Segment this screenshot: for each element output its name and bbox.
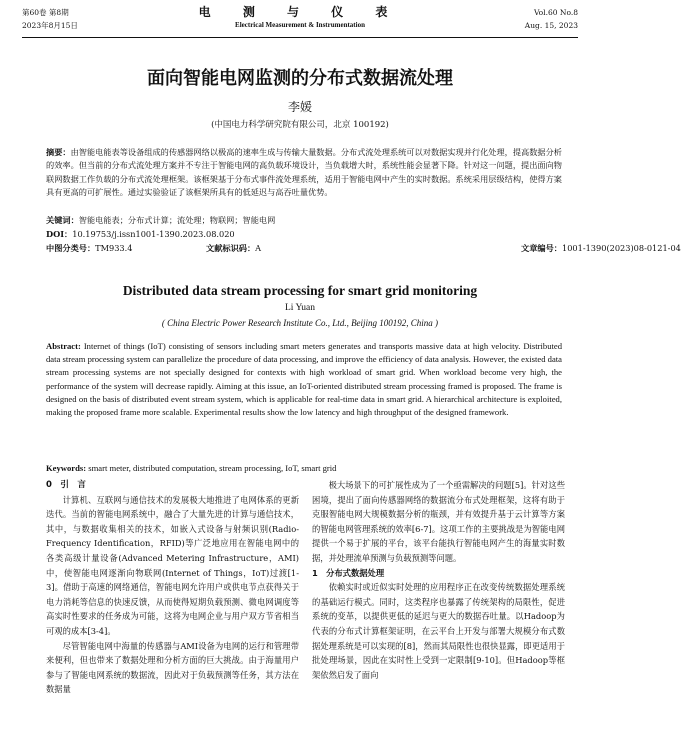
affiliation-en: ( China Electric Power Research Institute Co., Ltd., Beijing 100192, China ) [161,318,439,328]
article-no-label: 文章编号： [521,243,562,253]
article-no-field [521,243,681,254]
section-heading-distributed: 1 分布式数据处理 [312,567,385,578]
title-en: Distributed data stream processing for smart grid monitoring [122,283,478,298]
doc-code-label: 文献标识码： [206,243,256,253]
body-paragraph: 依赖实时或近似实时处理的应用程序正在改变传统数据处理系统的基础运行模式。同时，这类程序也暴露了传统架构的局限性，促进系统的变革，以提供更低的延迟与更大的数据吞吐量。以Hadoop为代表的分布式计算框架证明，在云平台上开发与部署大规模分布式数据处理系统是可以实现的[8]，然而其局限性也很快显露，即更适用于批处理场景，因此在实时性上受到一定限制[9-10]。但Hadoop等框架依然启发了面向 [312,582,565,680]
date-en: Aug. 15, 2023 [524,21,578,30]
author-en: Li Yuan [285,303,315,313]
journal-name [22,6,578,32]
abstract-en-label: Abstract: [46,341,81,351]
doc-code-value: A [255,243,262,253]
clc-value: TM933.4 [95,243,133,253]
keywords-cn [46,214,562,227]
doc-code-field [206,243,262,254]
keywords-cn-label: 关键词： [46,215,79,225]
journal-name-cn: 电 测 与 仪 表 [198,5,402,19]
abstract-cn-text: 由智能电能表等设备组成的传感器网络以极高的速率生成与传输大量数据。分布式流处理系统可以对数据实现并行化处理，提高数据分析的效率。但当前的分布式流处理方案并不专注于智能电网的高负载环境设计，当负载增大时，系统性能会显著下降。针对这一问题，提出面向物联网数据工作负载的分布式流处理框架。该框架基于分布式事件流处理系统，适用于智能电网中产生的实时数据。系统采用层级结构，使得方案具有更高的可扩展性。通过实验验证了该框架所具有的低延迟与高吞吐量优势。 [46,147,562,197]
abstract-en [46,340,562,419]
abstract-cn [46,146,562,199]
body-right-column [312,478,565,682]
abstract-en-text: Internet of things (IoT) consisting of sensors including smart meters generates and transports massive data at high velocity. Distributed data stream processing system can parallelize the procedure of data processing, and improve the efficiency of data analysis. However, the existed data stream processing systems are not specially designed for contexts with high workload of smart grid. When workload become very high, the performance of the system will decrease rapidly. Aiming at this issue, an IoT-oriented distributed stream processing framed is proposed. The frame is designed on the basis of distributed event stream system, which is applicable for real-time data in smart grid. A hierarchical architecture is exploited, making the proposed frame more scalable. Experimental results show the low latency and high throughput of the designed framework. [46,341,562,418]
body-paragraph: 尽管智能电网中海量的传感器与AMI设备为电网的运行和管理带来便利，但也带来了数据处理和分析方面的巨大挑战。由于海量用户参与了智能电网系统的数据流，因此对于负载预测等任务，其方法在数据量 [46,640,299,695]
body-paragraph: 计算机、互联网与通信技术的发展极大地推进了电网体系的更新迭代。当前的智能电网系统中，融合了大量先进的计算与通信技术，其中，与数据收集相关的技术，如嵌入式设备与射频识别(Radio-Frequency Identification，RFID)等广泛地应用在智能电网中的各类高级计量设备(Advanced Metering Infrastructure，AMI)中，使智能电网逐渐向物联网(Internet of Things，IoT)过渡[1-3]。借助于高速的网络通信，智能电网允许用户或供电节点获得关于电力消耗等信息的快速反馈，从而使得短期负载预测、微电网调度等高实时性要求的任务成为可能，这将为电网企业与用户双方节省相当可观的成本[3-4]。 [46,494,299,636]
journal-name-en: Electrical Measurement & Instrumentation [235,21,365,29]
volume-issue-cn: 第60卷 第8期 [22,8,69,17]
body-paragraph: 极大场景下的可扩展性成为了一个亟需解决的问题[5]。针对这些困境，提出了面向传感器网络的数据流分布式处理框架，这将有助于克服智能电网大规模数据分析的瓶颈，并有效提升基于云计算等方案的智能电网管理系统的效率[6-7]。这项工作的主要挑战是为智能电网提供一个易于扩展的平台，该平台能执行智能电网产生的海量实时数据，并处理流单预测与负载预测等问题。 [312,480,565,563]
volume-issue-en: Vol.60 No.8 [533,8,578,17]
body-left-column [46,478,299,697]
clc-label: 中图分类号： [46,243,96,253]
keywords-cn-text: 智能电能表；分布式计算；流处理；物联网；智能电网 [78,215,276,225]
article-no-value: 1001-1390(2023)08-0121-04 [562,243,681,253]
title-cn: 面向智能电网监测的分布式数据流处理 [147,68,453,89]
keywords-en [46,462,562,475]
classification-line [46,243,681,257]
doi-text: 10.19753/j.issn1001-1390.2023.08.020 [72,229,235,239]
author-cn: 李媛 [287,100,312,114]
date-cn: 2023年8月15日 [22,21,78,30]
keywords-en-text: smart meter, distributed computation, stream processing, IoT, smart grid [88,463,337,473]
abstract-cn-label: 摘要： [46,147,71,157]
header-right [525,6,578,32]
affiliation-cn: (中国电力科学研究院有限公司，北京 100192) [211,120,389,130]
running-header [22,6,578,36]
clc-field [46,243,133,254]
doi-label: DOI： [46,229,73,239]
keywords-en-label: Keywords: [46,463,87,473]
section-heading-intro: 0 引 言 [46,480,86,490]
doi [46,228,562,241]
header-rule [22,37,578,38]
